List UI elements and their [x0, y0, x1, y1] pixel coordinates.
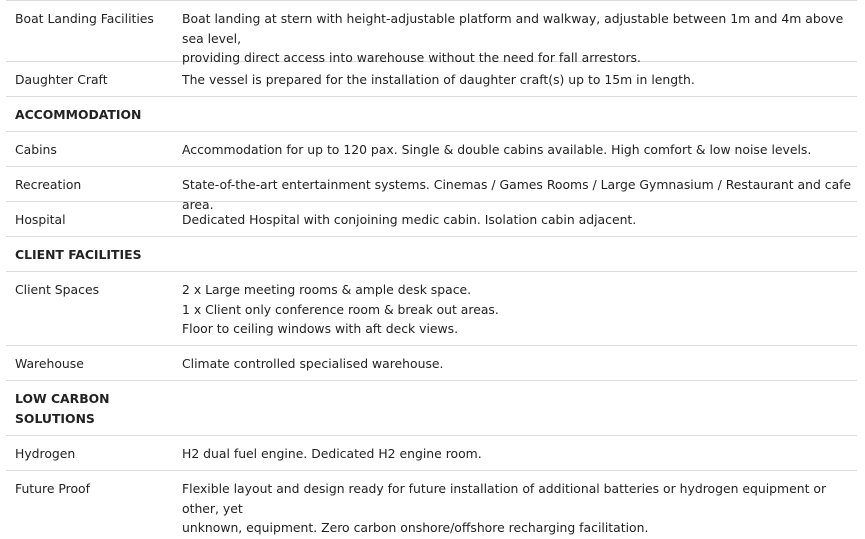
row-value	[182, 140, 857, 158]
section-heading: CLIENT FACILITIES	[15, 247, 142, 262]
table-row	[6, 436, 857, 471]
value-line: Climate controlled specialised warehouse.	[182, 356, 444, 371]
section-heading: LOW CARBON SOLUTIONS	[15, 391, 110, 426]
row-label: Daughter Craft	[15, 72, 108, 87]
row-label: Boat Landing Facilities	[15, 11, 154, 26]
value-line: 1 x Client only conference room & break out areas.	[182, 301, 499, 317]
table-row	[6, 167, 857, 212]
section-heading: ACCOMMODATION	[15, 107, 142, 122]
row-value	[182, 444, 857, 462]
row-label: Recreation	[15, 177, 82, 192]
row-value	[182, 479, 857, 535]
value-line: Boat landing at stern with height-adjustable platform and walkway, adjustable between 1m and 4m above sea level,	[182, 11, 844, 46]
section-heading-row	[6, 237, 857, 272]
row-label: Hydrogen	[15, 446, 76, 461]
specifications-table	[6, 0, 857, 535]
section-heading-row	[6, 97, 857, 132]
row-value	[182, 175, 857, 212]
row-value	[182, 354, 857, 372]
row-value	[182, 9, 857, 65]
table-row	[6, 471, 857, 535]
value-line: H2 dual fuel engine. Dedicated H2 engine room.	[182, 446, 482, 461]
row-label: Client Spaces	[15, 282, 100, 297]
row-label: Warehouse	[15, 356, 84, 371]
value-line: Accommodation for up to 120 pax. Single & double cabins available. High comfort & low noise levels.	[182, 142, 812, 157]
row-label: Hospital	[15, 212, 66, 227]
value-line: unknown, equipment. Zero carbon onshore/offshore recharging facilitation.	[182, 520, 649, 535]
value-line: providing direct access into warehouse without the need for fall arrestors.	[182, 50, 641, 65]
value-line: The vessel is prepared for the installation of daughter craft(s) up to 15m in length.	[182, 72, 695, 87]
section-heading-row	[6, 381, 857, 436]
row-label: Cabins	[15, 142, 57, 157]
row-label: Future Proof	[15, 481, 90, 496]
value-line: Dedicated Hospital with conjoining medic cabin. Isolation cabin adjacent.	[182, 212, 637, 227]
table-row	[6, 0, 857, 65]
value-line: State-of-the-art entertainment systems. Cinemas / Games Rooms / Large Gymnasium / Restaurant and cafe area.	[182, 177, 852, 212]
value-line: Floor to ceiling windows with aft deck views.	[182, 321, 459, 336]
row-value	[182, 280, 857, 337]
row-value	[182, 210, 857, 228]
table-row	[6, 132, 857, 167]
table-row	[6, 346, 857, 381]
value-line: 2 x Large meeting rooms & ample desk space.	[182, 282, 472, 297]
row-value	[182, 70, 857, 88]
value-line: Flexible layout and design ready for future installation of additional batteries or hydrogen equipment or other, yet	[182, 481, 827, 516]
table-row	[6, 272, 857, 346]
